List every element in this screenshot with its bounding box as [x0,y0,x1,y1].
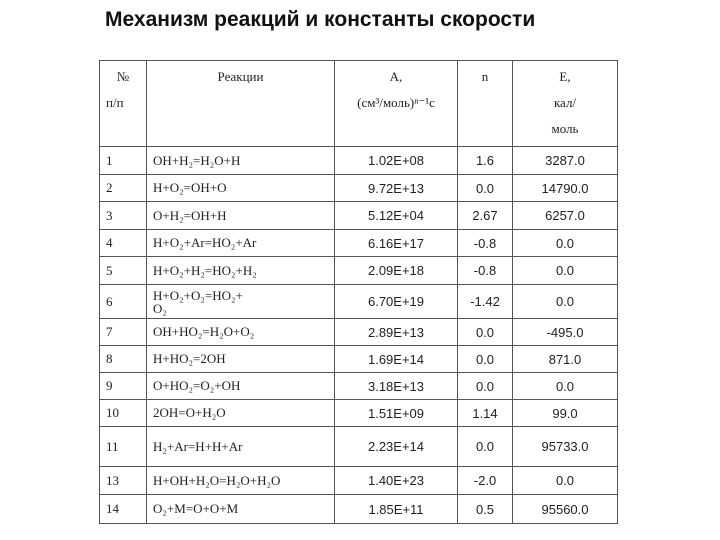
row-number: 7 [100,319,147,346]
row-e: 14790.0 [513,175,618,202]
table-row [100,495,618,524]
row-reaction: OH+H₂=H₂O+H [147,147,335,175]
row-e: 3287.0 [513,147,618,175]
header-a-line2: (см³/моль)ⁿ⁻¹с [357,95,435,110]
header-number [100,61,147,147]
row-n: 0.0 [458,319,513,346]
row-e: 95733.0 [513,427,618,467]
table-row [100,257,618,285]
row-reaction: OH+HO₂=H₂O+O₂ [147,319,335,346]
row-a: 1.40E+23 [335,467,458,495]
row-n: -1.42 [458,285,513,319]
header-reaction-label: Реакции [217,69,264,84]
row-n: 1.6 [458,147,513,175]
table-row [100,400,618,427]
row-number: 6 [100,285,147,319]
row-e: 0.0 [513,467,618,495]
header-number-line2: п/п [106,95,124,110]
row-number: 13 [100,467,147,495]
row-n: 0.0 [458,175,513,202]
row-e: 0.0 [513,230,618,257]
row-a: 2.89E+13 [335,319,458,346]
row-n: -2.0 [458,467,513,495]
table-row [100,175,618,202]
table-row [100,319,618,346]
header-e-line3: моль [551,121,579,136]
row-number: 3 [100,202,147,230]
row-n: 2.67 [458,202,513,230]
row-reaction: H+HO₂=2OH [147,346,335,373]
row-a: 2.23E+14 [335,427,458,467]
row-number: 2 [100,175,147,202]
row-n: 0.0 [458,373,513,400]
table-row [100,230,618,257]
row-reaction: H+OH+H₂O=H₂O+H₂O [147,467,335,495]
row-a: 1.02E+08 [335,147,458,175]
table-row [100,427,618,467]
table-row [100,467,618,495]
row-n: 0.0 [458,427,513,467]
row-reaction: H₂+Ar=H+H+Ar [147,427,335,467]
row-number: 11 [100,427,147,467]
row-a: 1.85E+11 [335,495,458,524]
header-e-line2: кал/ [553,95,577,110]
row-a: 2.09E+18 [335,257,458,285]
header-number-line1: № [116,69,130,84]
reaction-table [99,60,618,524]
row-e: 0.0 [513,373,618,400]
row-a: 6.16E+17 [335,230,458,257]
row-a: 6.70E+19 [335,285,458,319]
row-e: 95560.0 [513,495,618,524]
row-number: 9 [100,373,147,400]
row-reaction-line1: H+O₂+O₂=HO₂+ [153,287,243,303]
row-reaction [147,285,335,319]
row-n: -0.8 [458,257,513,285]
row-reaction: 2OH=O+H₂O [147,400,335,427]
row-reaction-line2: O₂ [153,300,167,316]
table-row [100,285,618,319]
page-title: Механизм реакций и константы скорости [105,8,536,31]
row-number: 5 [100,257,147,285]
row-e: 6257.0 [513,202,618,230]
row-reaction: H+O₂+Ar=HO₂+Ar [147,230,335,257]
row-number: 8 [100,346,147,373]
row-reaction: H+O₂+H₂=HO₂+H₂ [147,257,335,285]
row-n: 0.5 [458,495,513,524]
header-a-line1: A, [389,69,403,84]
row-number: 14 [100,495,147,524]
row-reaction: H+O₂=OH+O [147,175,335,202]
row-e: 871.0 [513,346,618,373]
row-number: 1 [100,147,147,175]
row-e: 0.0 [513,285,618,319]
header-n [458,61,513,147]
row-reaction: O+HO₂=O₂+OH [147,373,335,400]
row-a: 9.72E+13 [335,175,458,202]
row-e: 99.0 [513,400,618,427]
table-row [100,373,618,400]
table-row [100,147,618,175]
table-header-row [100,61,618,147]
row-n: 0.0 [458,346,513,373]
row-e: 0.0 [513,257,618,285]
row-reaction: O+H₂=OH+H [147,202,335,230]
row-a: 3.18E+13 [335,373,458,400]
header-a [335,61,458,147]
table-row [100,202,618,230]
row-n: -0.8 [458,230,513,257]
header-e [513,61,618,147]
row-reaction: O₂+M=O+O+M [147,495,335,524]
header-n-label: n [481,69,489,84]
row-e: -495.0 [513,319,618,346]
header-e-line1: E, [559,69,571,84]
row-number: 10 [100,400,147,427]
table-row [100,346,618,373]
header-reaction [147,61,335,147]
row-number: 4 [100,230,147,257]
row-a: 1.69E+14 [335,346,458,373]
row-a: 1.51E+09 [335,400,458,427]
row-a: 5.12E+04 [335,202,458,230]
row-n: 1.14 [458,400,513,427]
